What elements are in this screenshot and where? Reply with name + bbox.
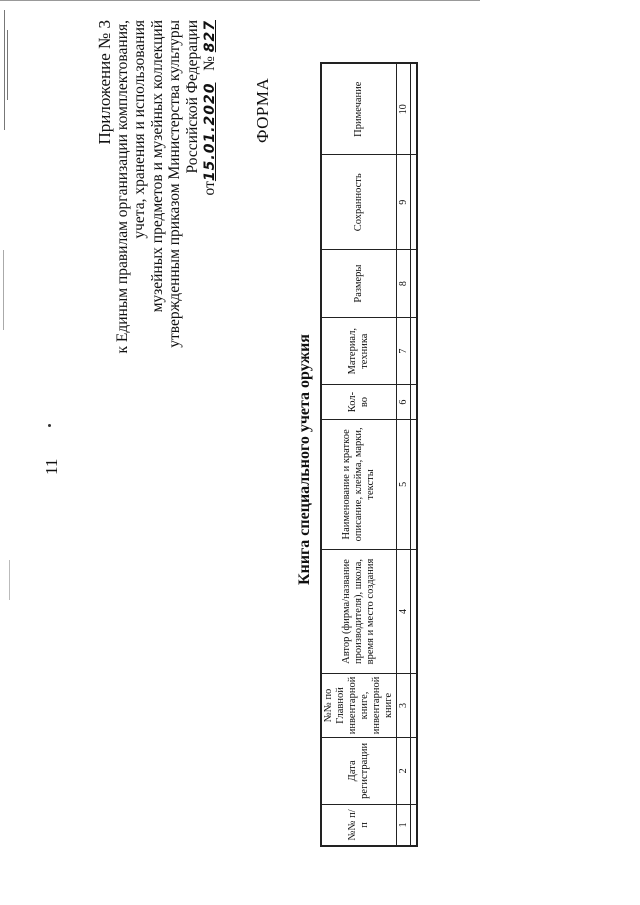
col-header: №№ по Главной инвентарной книге, инвентарной книге bbox=[321, 674, 397, 738]
order-date: 15.01.2020 bbox=[202, 82, 218, 182]
col-header: Кол-во bbox=[321, 385, 397, 419]
appendix-line: музейных предметов и музейных коллекций bbox=[148, 20, 166, 313]
appendix-line: учета, хранения и использования bbox=[131, 20, 148, 239]
column-number: 7 bbox=[397, 318, 411, 385]
empty-row bbox=[411, 63, 418, 846]
page-number: 11 bbox=[42, 458, 61, 475]
column-number: 3 bbox=[397, 674, 411, 738]
appendix-line: Российской Федерации bbox=[183, 20, 201, 174]
register-table bbox=[320, 62, 418, 847]
book-title: Книга специального учета оружия bbox=[296, 334, 313, 585]
appendix-title: Приложение № 3 bbox=[95, 20, 114, 145]
column-number: 6 bbox=[397, 385, 411, 419]
order-number: 827 bbox=[202, 20, 218, 53]
column-number: 1 bbox=[397, 804, 411, 846]
column-number: 9 bbox=[397, 155, 411, 250]
appendix-line: утвержденным приказом Министерства культуры bbox=[166, 20, 183, 348]
scan-dot bbox=[48, 424, 51, 427]
appendix-header bbox=[96, 20, 220, 580]
column-number: 4 bbox=[397, 549, 411, 673]
col-header: Дата регистрации bbox=[321, 737, 397, 804]
col-header: Материал, техника bbox=[321, 318, 397, 385]
column-number: 5 bbox=[397, 419, 411, 549]
date-prefix: от bbox=[201, 181, 218, 196]
form-label: ФОРМА bbox=[253, 77, 272, 143]
order-date-number bbox=[201, 20, 220, 580]
column-number: 2 bbox=[397, 737, 411, 804]
table-header-row bbox=[321, 63, 397, 846]
column-number-row bbox=[397, 63, 411, 846]
col-header: Примечание bbox=[321, 63, 397, 155]
col-header: Сохранность bbox=[321, 155, 397, 250]
col-header: №№ п/п bbox=[321, 804, 397, 846]
number-prefix: № bbox=[201, 56, 218, 71]
column-number: 10 bbox=[397, 63, 411, 155]
col-header: Наименование и краткое описание, клейма, марки, тексты bbox=[321, 419, 397, 549]
col-header: Размеры bbox=[321, 250, 397, 318]
column-number: 8 bbox=[397, 250, 411, 318]
appendix-line: к Единым правилам организации комплектования, bbox=[113, 20, 131, 354]
col-header: Автор (фирма/название производителя), школа, время и место создания bbox=[321, 549, 397, 673]
